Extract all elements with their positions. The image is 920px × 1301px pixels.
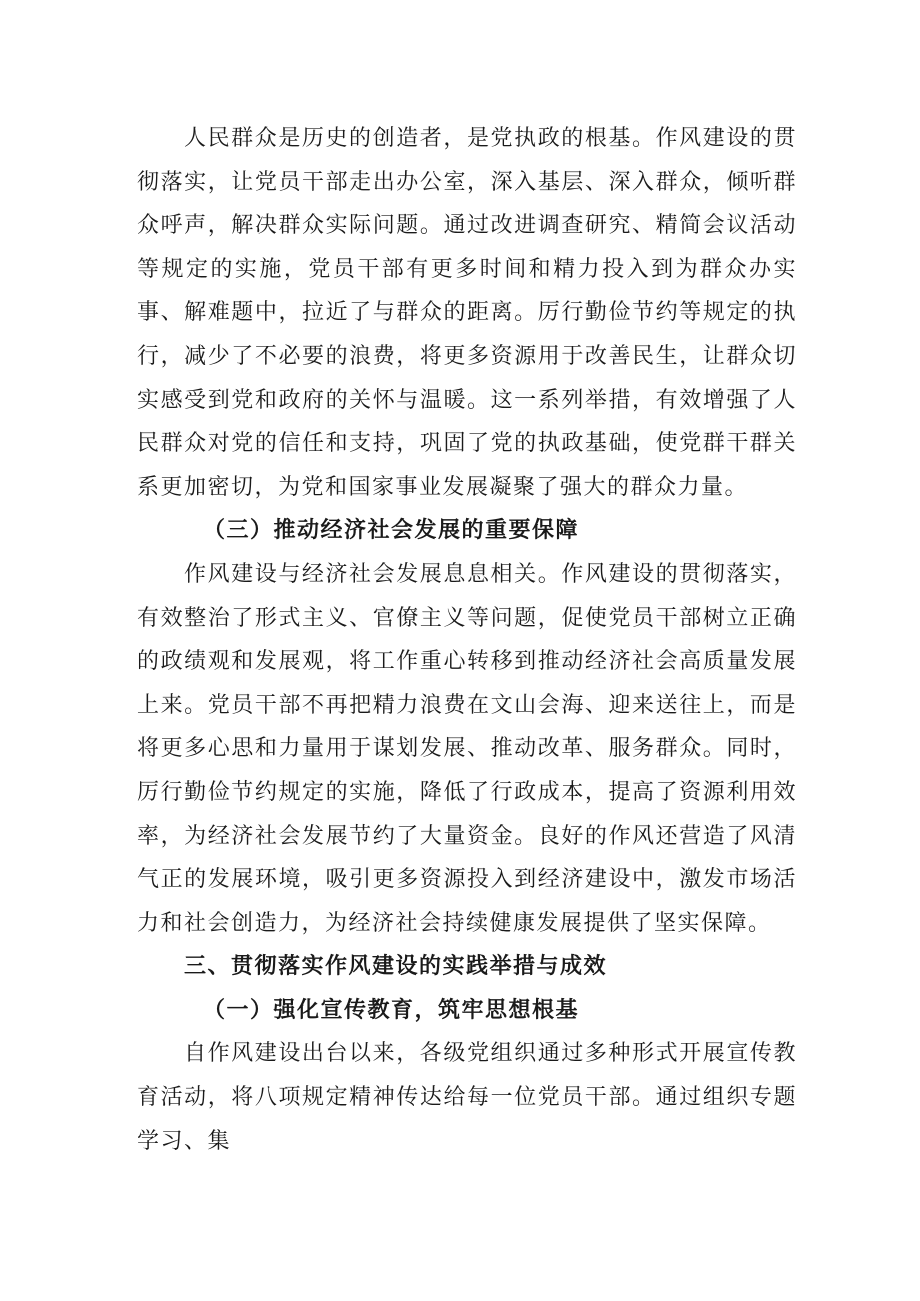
subheading-economic-guarantee: （三）推动经济社会发展的重要保障 — [203, 517, 580, 544]
paragraph-mass-foundation: 人民群众是历史的创造者，是党执政的根基。作风建设的贯彻落实，让党员干部走出办公室，深入基层、深入群众，倾听群众呼声，解决群众实际问题。通过改进调查研究、精简会议活动等规定的实施，党员干部有更多时间和精力投入到为群众办实事、解难题中，拉近了与群众的距离。厉行勤俭节约等规定的执行，减少了不必要的浪费，将更多资源用于改善民生，让群众切实感受到党和政府的关怀与温暖。这一系列举措，有效增强了人民群众对党的信任和支持，巩固了党的执政基础，使党群干群关系更加密切，为党和国家事业发展凝聚了强大的群众力量。 — [137, 126, 797, 500]
paragraph-publicity-education: 自作风建设出台以来，各级党组织通过多种形式开展宣传教育活动，将八项规定精神传达给每一位党员干部。通过组织专题学习、集 — [137, 1041, 797, 1154]
paragraph-economic-development: 作风建设与经济社会发展息息相关。作风建设的贯彻落实，有效整治了形式主义、官僚主义等问题，促使党员干部树立正确的政绩观和发展观，将工作重心转移到推动经济社会高质量发展上来。党员干部不再把精力浪费在文山会海、迎来送往上，而是将更多心思和力量用于谋划发展、推动改革、服务群众。同时，厉行勤俭节约规定的实施，降低了行政成本，提高了资源利用效率，为经济社会发展节约了大量资金。良好的作风还营造了风清气正的发展环境，吸引更多资源投入到经济建设中，激发市场活力和社会创造力，为经济社会持续健康发展提供了坚实保障。 — [137, 561, 797, 936]
section-heading-practice: 三、贯彻落实作风建设的实践举措与成效 — [184, 953, 608, 980]
subheading-publicity-education: （一）强化宣传教育，筑牢思想根基 — [203, 996, 580, 1023]
document-body — [137, 117, 797, 1163]
